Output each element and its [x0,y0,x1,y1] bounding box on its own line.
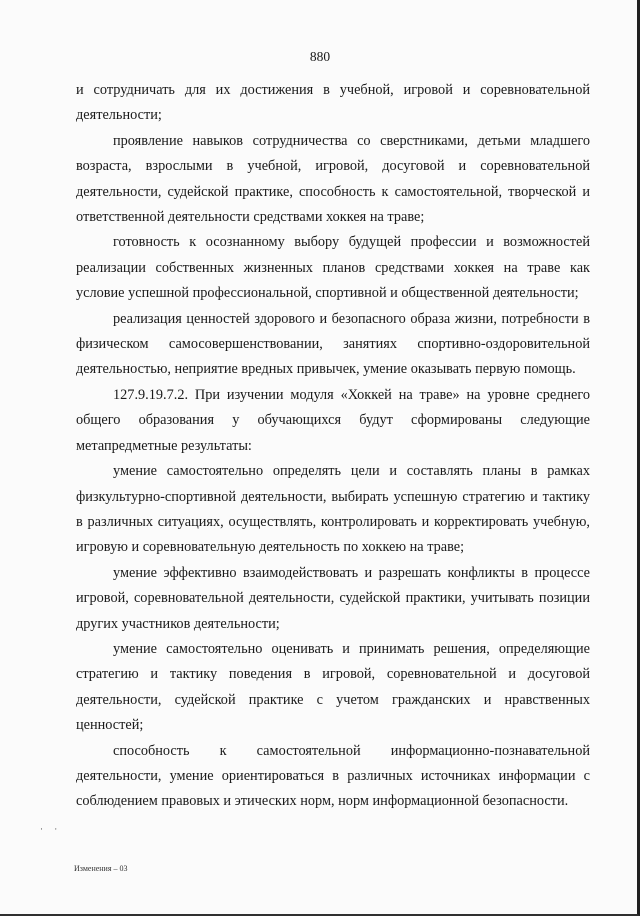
paragraph-2: проявление навыков сотрудничества со сверстниками, детьми младшего возраста, взрослыми в учебной, игровой, досуговой и соревновательной деятельности, судейской практике, способность к самостоятельной, творческой и ответственной деятельности средствами хоккея на траве; [76,132,590,226]
page-number: 880 [309,49,331,64]
paragraph-4: реализация ценностей здорового и безопасного образа жизни, потребности в физическом самосовершенствовании, занятиях спортивно-оздоровительной деятельностью, неприятие вредных привычек, умение оказывать первую помощь. [76,310,590,378]
body-text [76,78,590,815]
paragraph-8: умение самостоятельно оценивать и принимать решения, определяющие стратегию и тактику поведения в игровой, соревновательной и досуговой деятельности, судейской практике с учетом гражданских и нравственных ценностей; [76,640,590,734]
paragraph-7: умение эффективно взаимодействовать и разрешать конфликты в процессе игровой, соревновательной деятельности, судейской практики, учитывать позиции других участников деятельности; [76,564,590,632]
paragraph-5: 127.9.19.7.2. При изучении модуля «Хоккей на траве» на уровне среднего общего образования у обучающихся будут сформированы следующие метапредметные результаты: [76,386,590,454]
footer-revision: Изменения – 03 [74,864,128,873]
scan-specks: · · [40,824,58,834]
paragraph-9: способность к самостоятельной информационно-познавательной деятельности, умение ориентироваться в различных источниках информации с соблюдением правовых и этических норм, норм информационной безопасности. [76,742,590,810]
paragraph-6: умение самостоятельно определять цели и составлять планы в рамках физкультурно-спортивной деятельности, выбирать успешную стратегию и тактику в различных ситуациях, осуществлять, контролировать и корректировать учебную, игровую и соревновательную деятельность по хоккею на траве; [76,463,590,556]
paragraph-1: и сотрудничать для их достижения в учебной, игровой и соревновательной деятельности; [76,82,590,124]
paragraph-3: готовность к осознанному выбору будущей профессии и возможностей реализации собственных жизненных планов средствами хоккея на траве как условие успешной профессиональной, спортивной и общественной деятельности; [76,234,590,302]
